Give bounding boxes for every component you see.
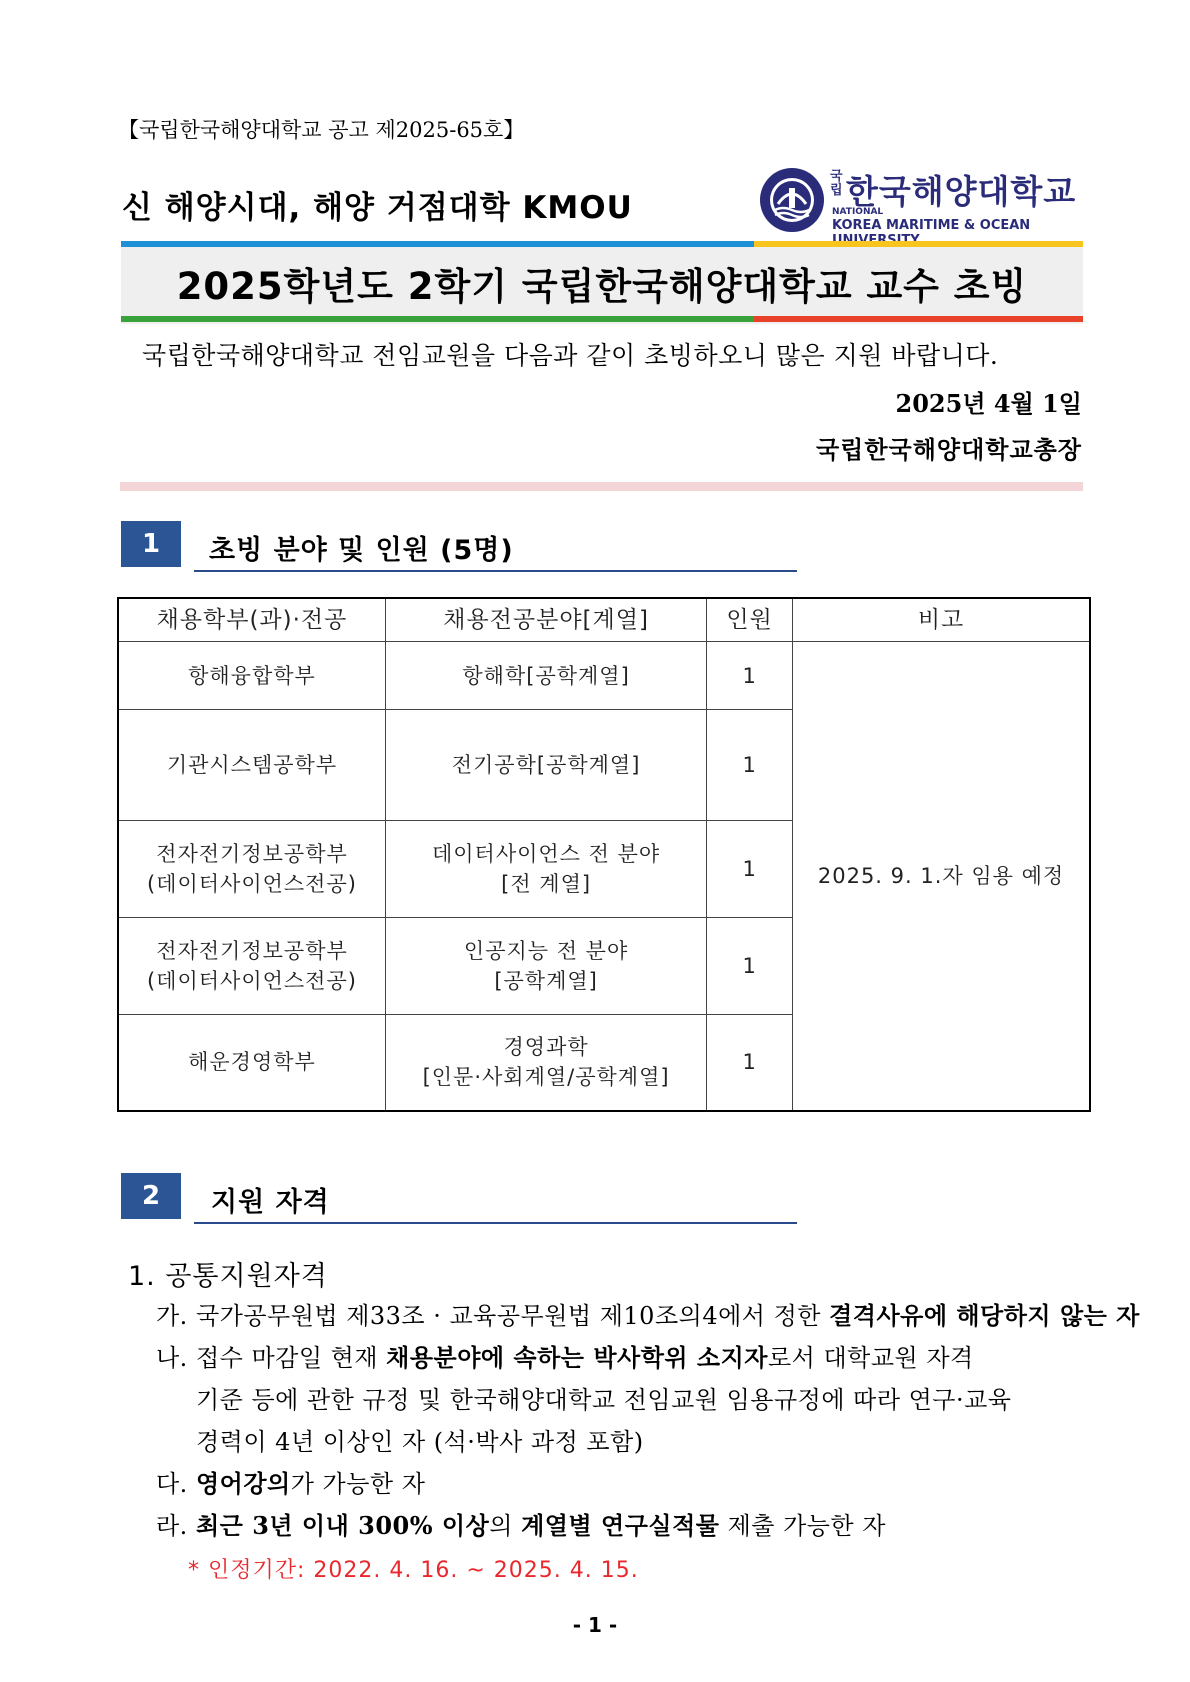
logo-english-name: KOREA MARITIME & OCEAN (832, 218, 1031, 233)
item-emphasis: 최근 3년 이내 300% 이상 (195, 1511, 490, 1540)
table-header: 채용전공분야[계열] (385, 598, 706, 642)
table-row (118, 642, 1090, 710)
field-cell (385, 1015, 706, 1111)
field-name: 데이터사이언스 전 분야 (431, 842, 661, 866)
dept-cell (118, 642, 385, 710)
dept-cell (118, 710, 385, 821)
list-item (156, 1505, 886, 1547)
item-text: 가 가능한 자 (290, 1470, 426, 1498)
item-text: 제출 가능한 자 (719, 1512, 886, 1540)
field-category: [인문·사회계열/공학계열] (422, 1065, 670, 1090)
dept-cell (118, 821, 385, 918)
list-item (156, 1295, 1140, 1337)
item-emphasis: 계열별 연구실적물 (521, 1511, 720, 1540)
table-header: 인원 (707, 598, 793, 642)
list-item-continued: 경력이 4년 이상인 자 (석·박사 과정 포함) (196, 1428, 644, 1456)
count-cell: 1 (707, 710, 793, 821)
item-text: 로서 대학교원 자격 (767, 1344, 974, 1372)
section-1-number: 1 (121, 521, 181, 567)
field-name: 경영과학 (503, 1035, 589, 1060)
dept-name: 해운경영학부 (188, 1050, 316, 1075)
dept-name: 전자전기정보공학부 (156, 939, 348, 963)
title-bar-green (121, 316, 754, 322)
university-logo (758, 166, 1078, 234)
table-header-row (118, 598, 1090, 642)
count-cell: 1 (707, 642, 793, 710)
university-seal-icon (758, 166, 826, 234)
subsection-title: 1. 공통지원자격 (128, 1261, 328, 1292)
item-label: 나. (156, 1344, 188, 1372)
section-1-title: 초빙 분야 및 인원 (5명) (209, 535, 514, 566)
count-cell: 1 (707, 821, 793, 918)
issuer: 국립한국해양대학교총장 (815, 435, 1082, 464)
field-cell (385, 642, 706, 710)
dept-major: (데이터사이언스전공) (146, 969, 357, 993)
field-cell (385, 918, 706, 1015)
title-bar-yellow (754, 241, 1083, 247)
title-bar-blue (121, 241, 754, 247)
title-bar-red (754, 316, 1083, 322)
dept-name: 항해융합학부 (188, 663, 316, 688)
item-text: 의 (489, 1512, 522, 1540)
slogan: 신 해양시대, 해양 거점대학 KMOU (122, 190, 633, 226)
section-2-underline (194, 1222, 797, 1224)
dept-name: 기관시스템공학부 (166, 753, 338, 777)
logo-korean-name: 한국해양대학교 (846, 172, 1077, 211)
divider (120, 482, 1083, 491)
field-name: 항해학[공학계열] (462, 663, 630, 688)
item-emphasis: 영어강의 (195, 1469, 291, 1498)
item-text: 국가공무원법 제33조 · 교육공무원법 제10조의4에서 정한 (195, 1302, 830, 1330)
field-category: [공학계열] (494, 969, 598, 993)
certification-period-note: * 인정기간: 2022. 4. 16. ~ 2025. 4. 15. (188, 1558, 639, 1583)
item-label: 다. (156, 1470, 188, 1498)
item-emphasis: 결격사유에 해당하지 않는 자 (829, 1301, 1140, 1330)
dept-major: (데이터사이언스전공) (146, 872, 357, 896)
item-label: 가. (156, 1302, 188, 1330)
table-header: 채용학부(과)·전공 (118, 598, 385, 642)
list-item-continued: 기준 등에 관한 규정 및 한국해양대학교 전임교원 임용규정에 따라 연구·교육 (196, 1386, 1012, 1414)
field-name: 인공지능 전 분야 (463, 939, 629, 963)
field-cell (385, 710, 706, 821)
dept-cell (118, 918, 385, 1015)
section-1-underline (194, 570, 797, 572)
count-cell: 1 (707, 918, 793, 1015)
notice-date: 2025년 4월 1일 (895, 389, 1082, 418)
intro-text: 국립한국해양대학교 전임교원을 다음과 같이 초빙하오니 많은 지원 바랍니다. (142, 341, 999, 370)
page-number: - 1 - (572, 1613, 618, 1637)
field-category: [전 계열] (501, 872, 592, 896)
logo-national: NATIONAL (832, 207, 884, 217)
dept-cell (118, 1015, 385, 1111)
count-cell: 1 (707, 1015, 793, 1111)
field-cell (385, 821, 706, 918)
item-label: 라. (156, 1512, 188, 1540)
recruitment-table (117, 597, 1091, 1112)
dept-name: 전자전기정보공학부 (156, 842, 348, 866)
section-2-number: 2 (121, 1173, 181, 1219)
item-emphasis: 채용분야에 속하는 박사학위 소지자 (386, 1343, 768, 1372)
table-header: 비고 (793, 598, 1090, 642)
logo-korean-small: 국립 (830, 169, 843, 198)
list-item (156, 1463, 425, 1505)
section-2-title: 지원 자격 (211, 1187, 330, 1218)
field-name: 전기공학[공학계열] (451, 753, 641, 777)
item-text: 접수 마감일 현재 (195, 1344, 387, 1372)
remark-cell: 2025. 9. 1.자 임용 예정 (793, 642, 1090, 1111)
page-title: 2025학년도 2학기 국립한국해양대학교 교수 초빙 (176, 265, 1028, 308)
notice-number: 【국립한국해양대학교 공고 제2025-65호】 (118, 118, 525, 142)
list-item (156, 1337, 974, 1379)
